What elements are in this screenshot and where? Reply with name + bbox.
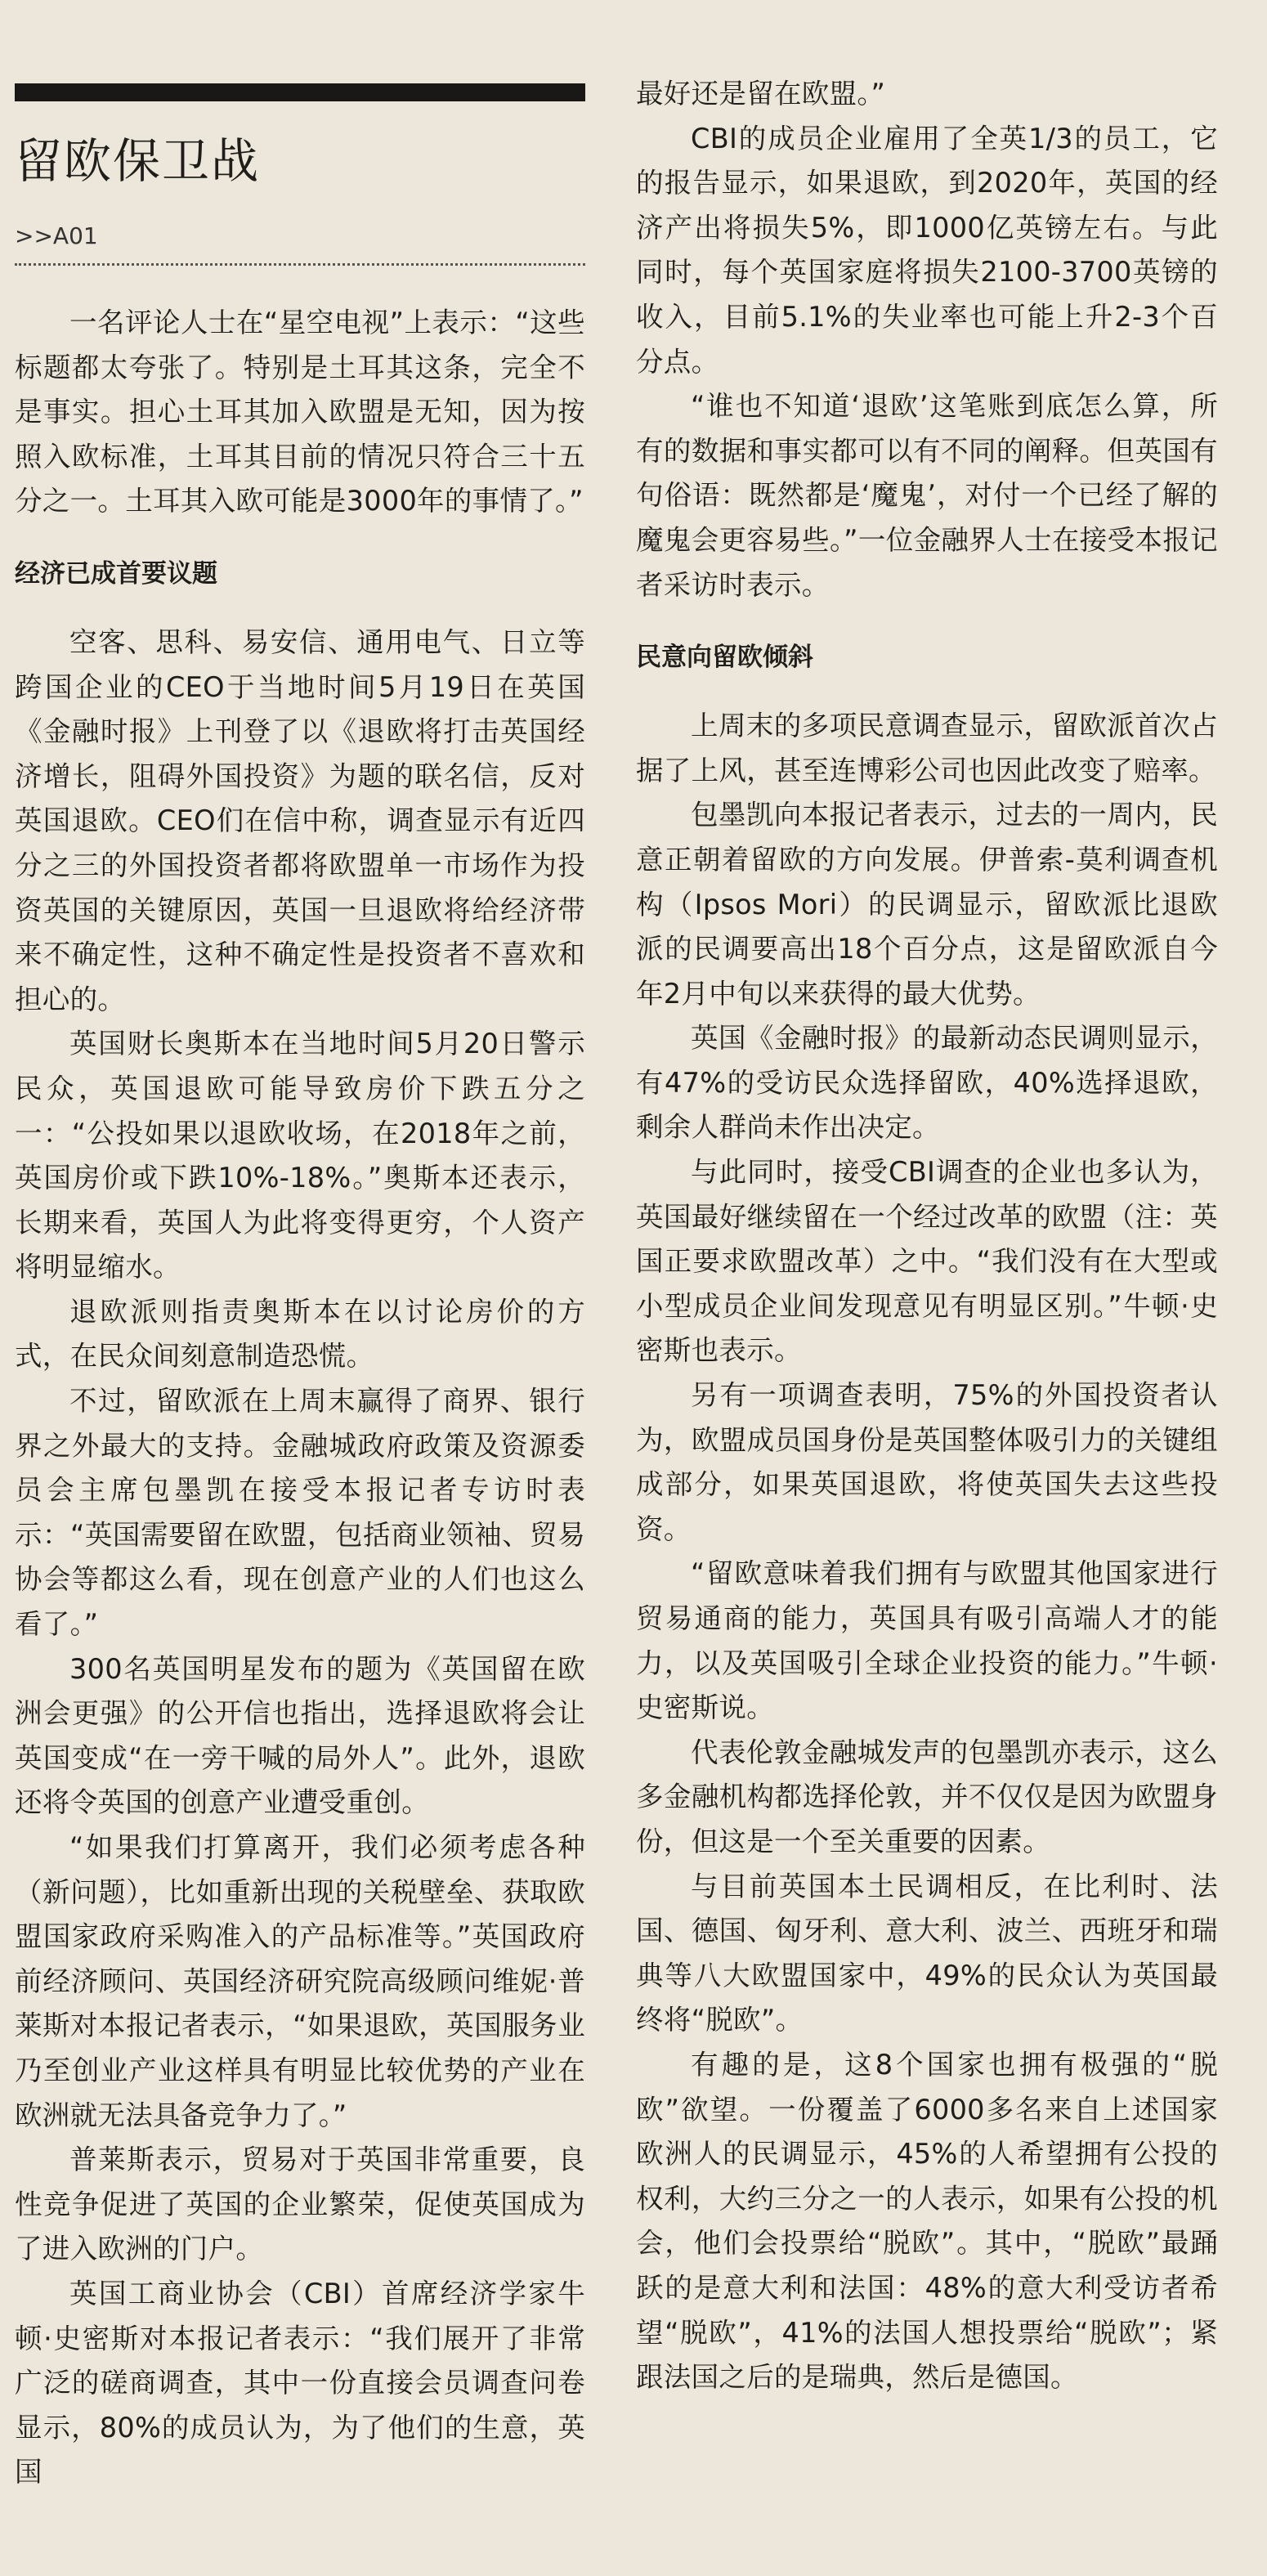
paragraph: 最好还是留在欧盟。” (636, 78, 886, 110)
paragraph: 上周末的多项民意调查显示，留欧派首次占据了上风，甚至连博彩公司也因此改变了赔率。 (636, 710, 1218, 786)
paragraph: 英国《金融时报》的最新动态民调则显示，有47%的受访民众选择留欧，40%选择退欧，剩余人群尚未作出决定。 (636, 1022, 1218, 1144)
paragraph: 有趣的是，这8个国家也拥有极强的“脱欧”欲望。一份覆盖了6000多名来自上述国家欧洲人的民调显示，45%的人希望拥有公投的权利，大约三分之一的人表示，如果有公投的机会，他们会投票给“脱欧”。其中，“脱欧”最踊跃的是意大利和法国：48%的意大利受访者希望“脱欧”，41%的法国人想投票给“脱欧”；紧跟法国之后的是瑞典，然后是德国。 (636, 2048, 1218, 2394)
paragraph: 代表伦敦金融城发声的包墨凯亦表示，这么多金融机构都选择伦敦，并不仅仅是因为欧盟身份，但这是一个至关重要的因素。 (636, 1736, 1218, 1857)
headline: 留欧保卫战 (15, 133, 261, 189)
paragraph: 包墨凯向本报记者表示，过去的一周内，民意正朝着留欧的方向发展。伊普索-莫利调查机构（Ipsos Mori）的民调显示，留欧派比退欧派的民调要高出18个百分点，这是留欧派自今年2月中旬以来获得的最大优势。 (636, 799, 1218, 1010)
dotted-divider (15, 263, 585, 266)
paragraph: 一名评论人士在“星空电视”上表示：“这些标题都太夸张了。特别是土耳其这条，完全不是事实。担心土耳其加入欧盟是无知，因为按照入欧标准，土耳其目前的情况只符合三十五分之一。土耳其入欧可能是3000年的事情了。” (15, 307, 585, 517)
paragraph: 英国工商业协会（CBI）首席经济学家牛顿·史密斯对本报记者表示：“我们展开了非常广泛的磋商调查，其中一份直接会员调查问卷显示，80%的成员认为，为了他们的生意，英国 (15, 2277, 585, 2489)
paragraph: 300名英国明星发布的题为《英国留在欧洲会更强》的公开信也指出，选择退欧将会让英国变成“在一旁干喊的局外人”。此外，退欧还将令英国的创意产业遭受重创。 (15, 1652, 585, 1819)
section-subheading: 民意向留欧倾斜 (636, 643, 813, 673)
paragraph: 另有一项调查表明，75%的外国投资者认为，欧盟成员国身份是英国整体吸引力的关键组成部分，如果英国退欧，将使英国失去这些投资。 (636, 1379, 1218, 1545)
paragraph: “留欧意味着我们拥有与欧盟其他国家进行贸易通商的能力，英国具有吸引高端人才的能力，以及英国吸引全球企业投资的能力。”牛顿·史密斯说。 (636, 1557, 1218, 1724)
paragraph: 与目前英国本土民调相反，在比利时、法国、德国、匈牙利、意大利、波兰、西班牙和瑞典等八大欧盟国家中，49%的民众认为英国最终将“脱欧”。 (636, 1870, 1218, 2036)
paragraph: 退欧派则指责奥斯本在以讨论房价的方式，在民众间刻意制造恐慌。 (15, 1295, 585, 1373)
paragraph: 普莱斯表示，贸易对于英国非常重要，良性竞争促进了英国的企业繁荣，促使英国成为了进入欧洲的门户。 (15, 2144, 585, 2265)
paragraph: 空客、思科、易安信、通用电气、日立等跨国企业的CEO于当地时间5月19日在英国《金融时报》上刊登了以《退欧将打击英国经济增长，阻碍外国投资》为题的联名信，反对英国退欧。CEO们在信中称，调查显示有近四分之三的外国投资者都将欧盟单一市场作为投资英国的关键原因，英国一旦退欧将给经济带来不确定性，这种不确定性是投资者不喜欢和担心的。 (15, 625, 585, 1015)
paragraph: 与此同时，接受CBI调查的企业也多认为，英国最好继续留在一个经过改革的欧盟（注：英国正要求欧盟改革）之中。“我们没有在大型或小型成员企业间发现意见有明显区别。”牛顿·史密斯也表示。 (636, 1156, 1218, 1367)
paragraph: 不过，留欧派在上周末赢得了商界、银行界之外最大的支持。金融城政府政策及资源委员会主席包墨凯在接受本报记者专访时表示：“英国需要留在欧盟，包括商业领袖、贸易协会等都这么看，现在创意产业的人们也这么看了。” (15, 1385, 585, 1641)
page-reference: >>A01 (15, 222, 98, 249)
paragraph: “如果我们打算离开，我们必须考虑各种（新问题），比如重新出现的关税壁垒、获取欧盟国家政府采购准入的产品标准等。”英国政府前经济顾问、英国经济研究院高级顾问维妮·普莱斯对本报记者表示，“如果退欧，英国服务业乃至创业产业这样具有明显比较优势的产业在欧洲就无法具备竞争力了。” (15, 1831, 585, 2131)
paragraph: CBI的成员企业雇用了全英1/3的员工，它的报告显示，如果退欧，到2020年，英国的经济产出将损失5%，即1000亿英镑左右。与此同时，每个英国家庭将损失2100-3700英镑的收入，目前5.1%的失业率也可能上升2-3个百分点。 (636, 122, 1218, 378)
section-subheading: 经济已成首要议题 (15, 558, 217, 589)
article-column-left (15, 301, 585, 2495)
headline-rule (15, 83, 585, 101)
article-column-right (636, 72, 1218, 2400)
paragraph: 英国财长奥斯本在当地时间5月20日警示民众，英国退欧可能导致房价下跌五分之一：“公投如果以退欧收场，在2018年之前，英国房价或下跌10%-18%。”奥斯本还表示，长期来看，英国人为此将变得更穷，个人资产将明显缩水。 (15, 1028, 585, 1284)
paragraph: “谁也不知道‘退欧’这笔账到底怎么算，所有的数据和事实都可以有不同的阐释。但英国有句俗语：既然都是‘魔鬼’，对付一个已经了解的魔鬼会更容易些。”一位金融界人士在接受本报记者采访时表示。 (636, 390, 1218, 601)
